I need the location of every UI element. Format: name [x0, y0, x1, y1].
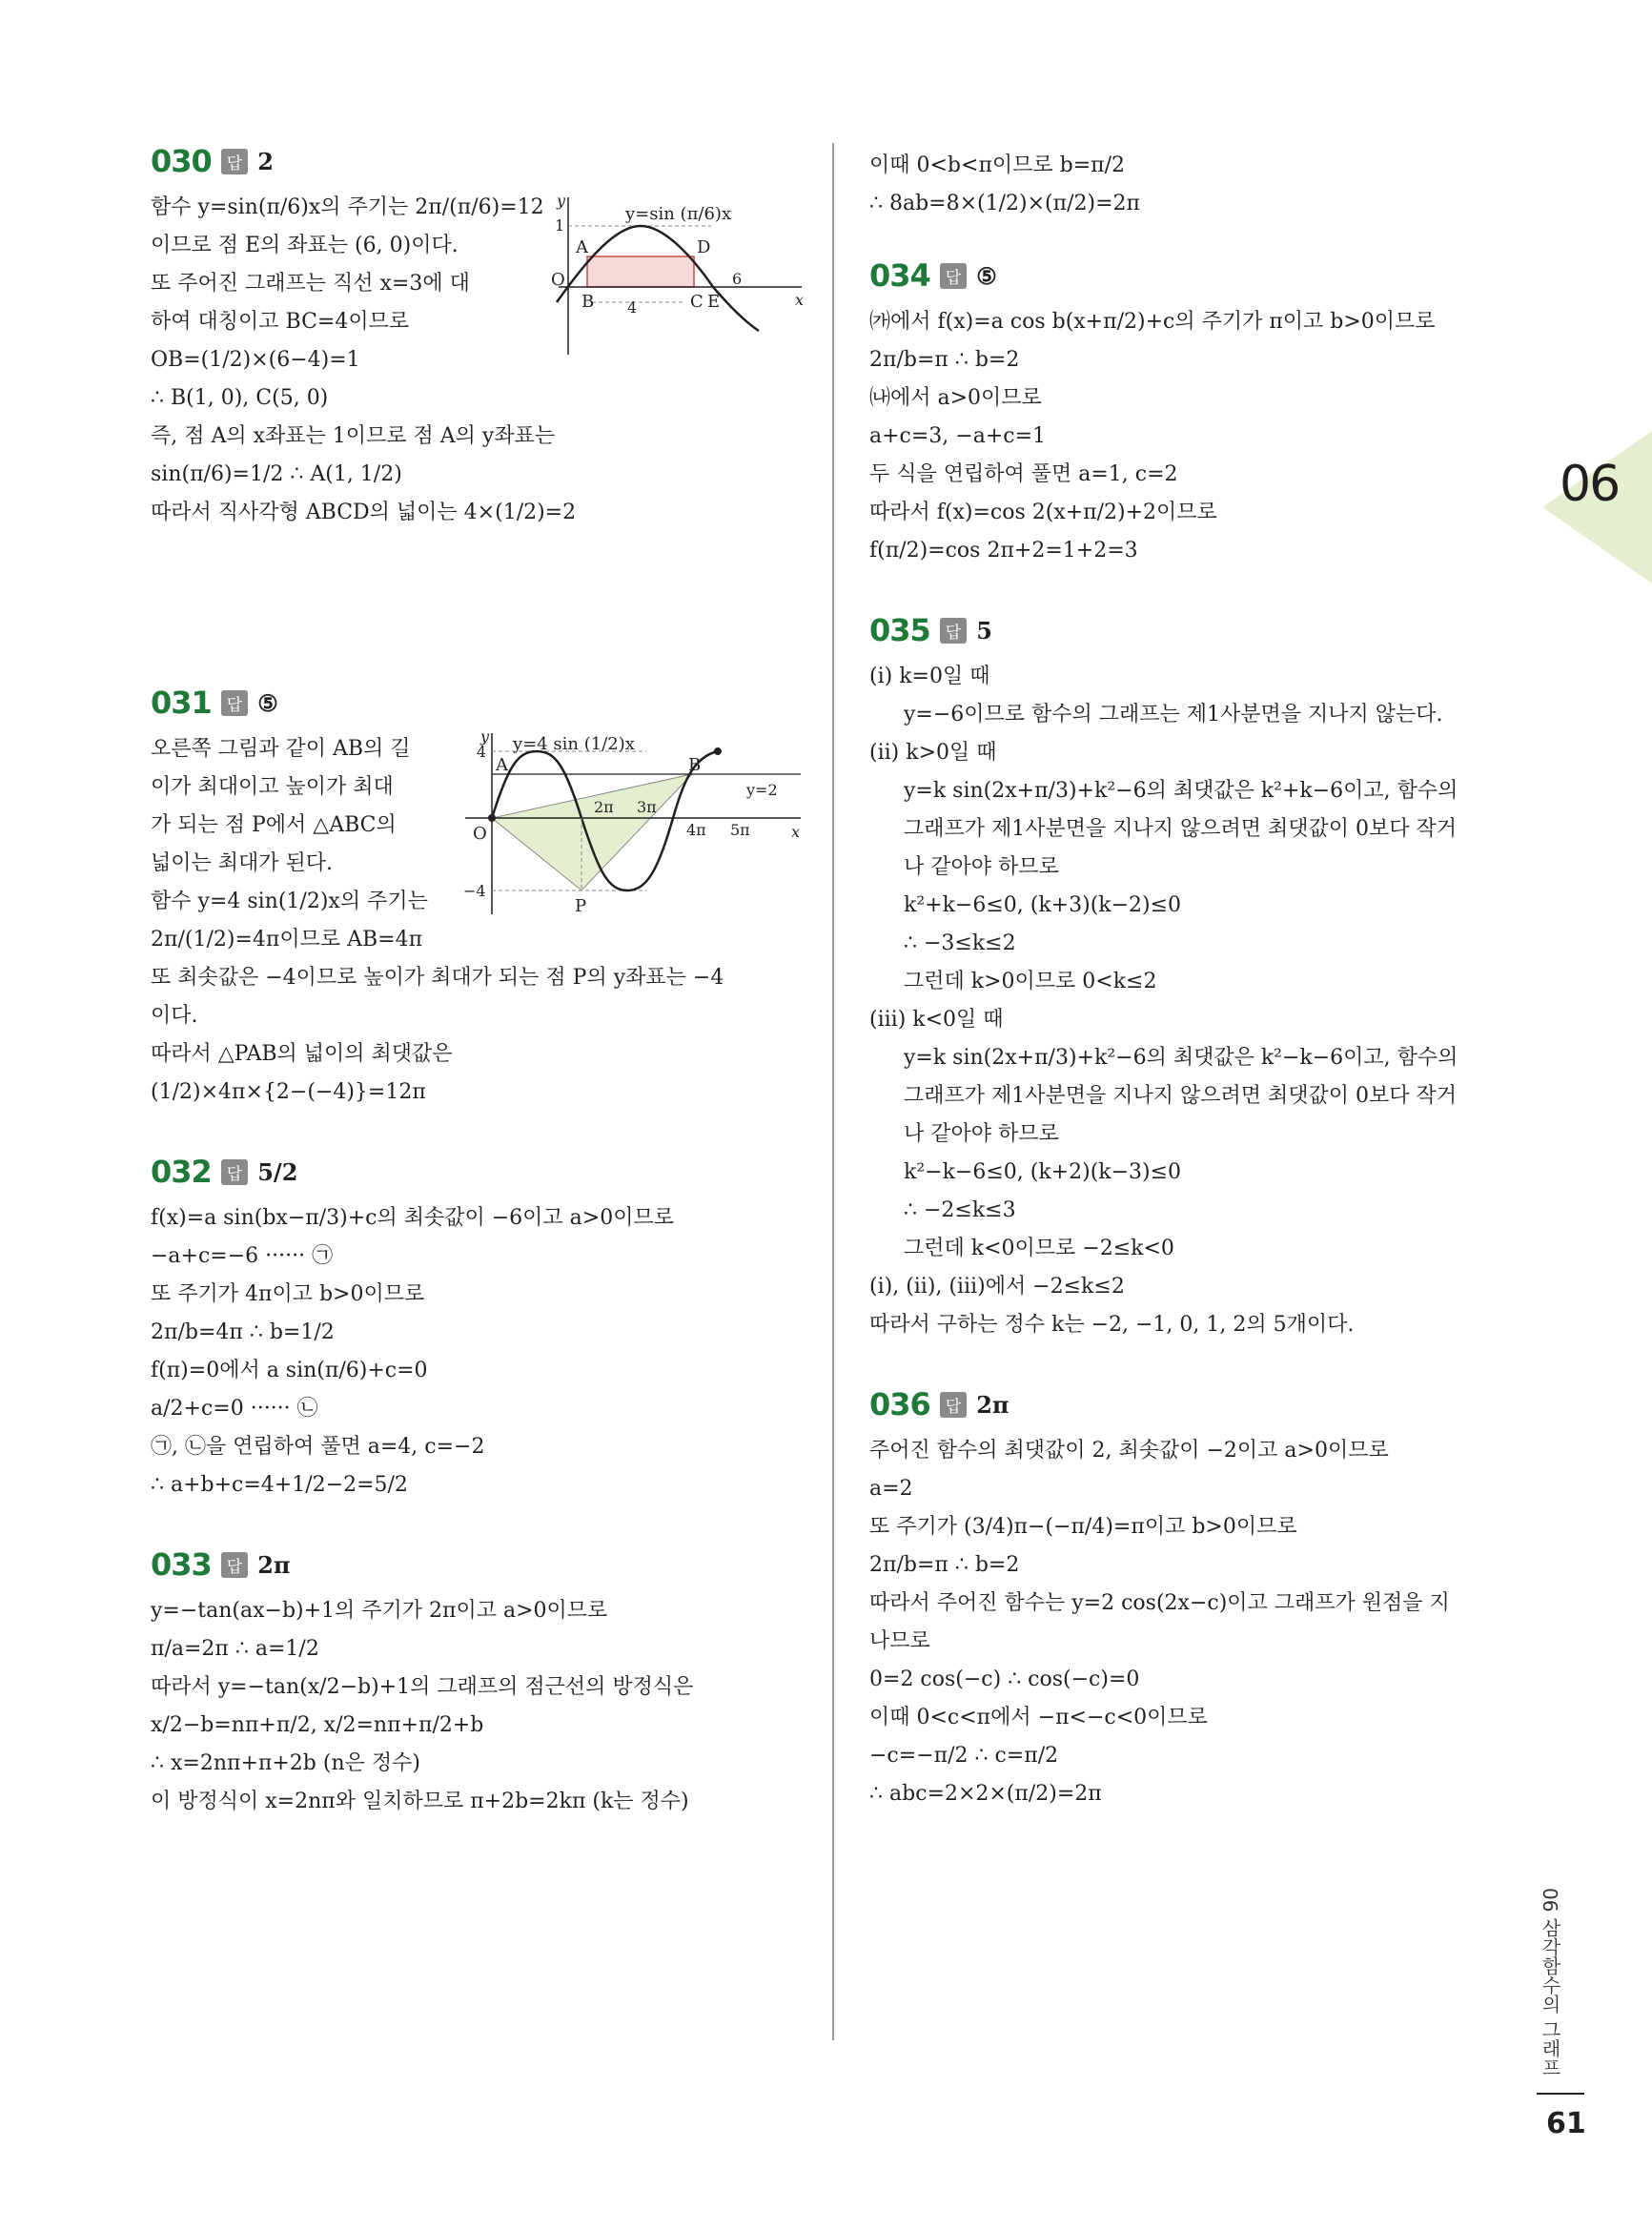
solution-line: 그런데 k<0이므로 −2≤k<0 [904, 1237, 1174, 1260]
solution-line: 이 방정식이 x=2nπ와 일치하므로 π+2b=2kπ (k는 정수) [151, 1790, 689, 1813]
tick-4: 4 [477, 743, 487, 761]
origin-label: O [551, 270, 565, 290]
column-divider [832, 143, 834, 2040]
page-number-rule [1537, 2093, 1584, 2095]
solution-line: 나 같아야 하므로 [904, 855, 1059, 879]
solution-line: ㉠, ㉡을 연립하여 풀면 a=4, c=−2 [151, 1435, 485, 1459]
figure-equation: y=4 sin (1/2)x [513, 734, 635, 754]
tick-minus-4: −4 [463, 882, 486, 900]
solution-line: 또 주기가 4π이고 b>0이므로 [151, 1282, 425, 1306]
problem-030 [151, 143, 808, 639]
solution-line: 또 주어진 그래프는 직선 x=3에 대 [151, 272, 470, 296]
case-heading: (ⅱ) k>0일 때 [869, 741, 997, 765]
solution-line: f(π/2)=cos 2π+2=1+2=3 [869, 539, 1138, 563]
answer-value: 5 [976, 616, 992, 644]
solution-line: 0=2 cos(−c) ∴ cos(−c)=0 [869, 1667, 1140, 1691]
right-column [869, 143, 1527, 1855]
solution-line: 그래프가 제1사분면을 지나지 않으려면 최댓값이 0보다 작거 [904, 817, 1458, 841]
figure-030 [549, 193, 808, 363]
answer-tag: 답 [221, 149, 248, 174]
figure-031 [456, 728, 808, 923]
tick-5pi: 5π [730, 821, 750, 839]
point-c: C [690, 292, 704, 312]
solution-line: ∴ abc=2×2×(π/2)=2π [869, 1782, 1102, 1806]
problem-number: 033 [151, 1546, 212, 1583]
solution-line: 따라서 f(x)=cos 2(x+π/2)+2이므로 [869, 501, 1217, 524]
solution-line: 즉, 점 A의 x좌표는 1이므로 점 A의 y좌표는 [151, 424, 556, 448]
solution-line: 오른쪽 그림과 같이 AB의 길 [151, 737, 411, 761]
solution-line: sin(π/6)=1/2 ∴ A(1, 1/2) [151, 462, 402, 486]
solution-line: y=k sin(2x+π/3)+k²−6의 최댓값은 k²+k−6이고, 함수의 [904, 779, 1458, 803]
solution-line: −c=−π/2 ∴ c=π/2 [869, 1744, 1059, 1768]
point-d: D [697, 237, 711, 257]
answer-value: 2π [257, 1550, 291, 1579]
solution-line: k²+k−6≤0, (k+3)(k−2)≤0 [904, 893, 1182, 917]
y-axis-label: y [480, 728, 490, 746]
width-label: 4 [627, 298, 638, 317]
answer-value: ⑤ [257, 688, 278, 717]
answer-value: ⑤ [976, 261, 997, 290]
problem-032 [151, 1154, 808, 1501]
figure-equation: y=sin (π/6)x [625, 204, 732, 224]
point-b: B [581, 292, 595, 312]
solution-line: 또 최솟값은 −4이므로 높이가 최대가 되는 점 P의 y좌표는 −4 [151, 966, 724, 990]
solution-line: 이때 0<b<π이므로 b=π/2 [869, 153, 1126, 177]
solution-line: k²−k−6≤0, (k+2)(k−3)≤0 [904, 1160, 1182, 1184]
problem-number: 030 [151, 143, 212, 179]
solution-line: 그래프가 제1사분면을 지나지 않으려면 최댓값이 0보다 작거 [904, 1084, 1458, 1108]
answer-tag: 답 [940, 618, 967, 644]
point-b: B [688, 755, 702, 775]
answer-value: 2 [257, 147, 274, 175]
solution-line: (1/2)×4π×{2−(−4)}=12π [151, 1080, 426, 1104]
solution-line: −a+c=−6 ······ ㉠ [151, 1244, 334, 1268]
answer-tag: 답 [221, 1552, 248, 1578]
solution-line: ㈏에서 a>0이므로 [869, 386, 1042, 410]
problem-number: 035 [869, 612, 930, 648]
solution-line: 나 같아야 하므로 [904, 1122, 1059, 1146]
chapter-tab-number: 06 [1560, 456, 1620, 513]
solution-line: ∴ B(1, 0), C(5, 0) [151, 386, 329, 410]
solution-line: a=2 [869, 1477, 913, 1501]
solution-line: 이때 0<c<π에서 −π<−c<0이므로 [869, 1706, 1208, 1729]
solution-line: x/2−b=nπ+π/2, x/2=nπ+π/2+b [151, 1713, 484, 1737]
solution-line: (ⅰ), (ⅱ), (ⅲ)에서 −2≤k≤2 [869, 1275, 1125, 1299]
solution-line: 두 식을 연립하여 풀면 a=1, c=2 [869, 462, 1178, 486]
solution-line: 함수 y=4 sin(1/2)x의 주기는 [151, 890, 428, 913]
solution-line: 하여 대칭이고 BC=4이므로 [151, 310, 410, 334]
answer-tag: 답 [940, 1392, 967, 1418]
solution-line: ∴ x=2nπ+π+2b (n은 정수) [151, 1751, 420, 1775]
rectangle-abcd [587, 256, 694, 287]
point-o-dot [488, 814, 496, 822]
solution-line: 2π/b=π ∴ b=2 [869, 1553, 1020, 1577]
solution-line: OB=(1/2)×(6−4)=1 [151, 348, 360, 372]
y-axis-label: y [557, 193, 566, 210]
solution-line: 이가 최대이고 높이가 최대 [151, 775, 394, 799]
answer-tag: 답 [221, 1159, 248, 1185]
x-axis-label: x [791, 823, 801, 841]
solution-line: 2π/b=4π ∴ b=1/2 [151, 1320, 335, 1344]
problem-number: 032 [151, 1154, 212, 1190]
solution-line: 주어진 함수의 최댓값이 2, 최솟값이 −2이고 a>0이므로 [869, 1439, 1389, 1463]
point-a: A [496, 755, 508, 775]
solution-line: 따라서 주어진 함수는 y=2 cos(2x−c)이고 그래프가 원점을 지 [869, 1591, 1450, 1615]
problem-number: 034 [869, 257, 930, 294]
page-number: 61 [1546, 2107, 1586, 2140]
solution-line: ㈎에서 f(x)=a cos b(x+π/2)+c의 주기가 π이고 b>0이므로 [869, 310, 1436, 334]
case-heading: (ⅰ) k=0일 때 [869, 665, 990, 688]
point-e: E [707, 292, 721, 312]
solution-line: 2π/(1/2)=4π이므로 AB=4π [151, 928, 423, 951]
tick-1: 1 [555, 216, 565, 235]
solution-line: f(x)=a sin(bx−π/3)+c의 최솟값이 −6이고 a>0이므로 [151, 1206, 674, 1230]
solution-line: 가 되는 점 P에서 △ABC의 [151, 813, 397, 837]
problem-034 [869, 257, 1527, 566]
solution-line: f(π)=0에서 a sin(π/6)+c=0 [151, 1359, 428, 1382]
solution-line: y=−6이므로 함수의 그래프는 제1사분면을 지나지 않는다. [904, 703, 1443, 726]
solution-line: ∴ −3≤k≤2 [904, 931, 1016, 955]
problem-number: 036 [869, 1386, 930, 1422]
answer-tag: 답 [940, 263, 967, 289]
tick-2pi: 2π [594, 798, 614, 816]
left-column [151, 143, 808, 1863]
solution-line: 따라서 구하는 정수 k는 −2, −1, 0, 1, 2의 5개이다. [869, 1313, 1355, 1337]
point-p: P [575, 896, 587, 916]
solution-line: 넓이는 최대가 된다. [151, 851, 333, 875]
running-head: 06 삼각함수의 그래프 [1539, 1888, 1561, 2077]
problem-number: 031 [151, 685, 212, 721]
solution-line: ∴ a+b+c=4+1/2−2=5/2 [151, 1473, 408, 1497]
solution-line: ∴ 8ab=8×(1/2)×(π/2)=2π [869, 192, 1140, 215]
tick-4pi: 4π [686, 821, 706, 839]
endpoint-dot [714, 747, 722, 755]
problem-036 [869, 1386, 1527, 1810]
solution-line: 따라서 y=−tan(x/2−b)+1의 그래프의 점근선의 방정식은 [151, 1675, 694, 1699]
x-axis-label: x [795, 291, 805, 309]
solution-line: a+c=3, −a+c=1 [869, 424, 1047, 448]
solution-line: 따라서 △PAB의 넓이의 최댓값은 [151, 1042, 453, 1066]
solution-line: 따라서 직사각형 ABCD의 넓이는 4×(1/2)=2 [151, 501, 577, 524]
triangle-pab [492, 774, 692, 890]
solution-line: y=k sin(2x+π/3)+k²−6의 최댓값은 k²−k−6이고, 함수의 [904, 1046, 1458, 1070]
line-y2-label: y=2 [746, 781, 778, 799]
solution-line: 나므로 [869, 1629, 930, 1653]
problem-033-continued [869, 151, 1527, 219]
tick-6: 6 [732, 270, 743, 288]
solution-line: 이므로 점 E의 좌표는 (6, 0)이다. [151, 234, 459, 257]
case-heading: (ⅲ) k<0일 때 [869, 1008, 1004, 1032]
solution-line: 그런데 k>0이므로 0<k≤2 [904, 970, 1157, 993]
solution-line: 2π/b=π ∴ b=2 [869, 348, 1020, 372]
problem-033 [151, 1546, 808, 1817]
solution-line: 함수 y=sin(π/6)x의 주기는 2π/(π/6)=12 [151, 195, 544, 219]
answer-value: 2π [976, 1390, 1010, 1419]
answer-tag: 답 [221, 690, 248, 716]
solution-line: 이다. [151, 1004, 198, 1028]
point-a: A [576, 237, 588, 257]
problem-035 [869, 612, 1527, 1340]
solution-line: a/2+c=0 ······ ㉡ [151, 1397, 318, 1421]
origin-label: O [473, 824, 487, 844]
solution-line: 또 주기가 (3/4)π−(−π/4)=π이고 b>0이므로 [869, 1515, 1297, 1539]
solution-line: y=−tan(ax−b)+1의 주기가 2π이고 a>0이므로 [151, 1599, 608, 1623]
solution-line: π/a=2π ∴ a=1/2 [151, 1637, 319, 1661]
problem-031 [151, 685, 808, 1108]
tick-3pi: 3π [637, 798, 657, 816]
solution-line: ∴ −2≤k≤3 [904, 1198, 1016, 1222]
answer-value: 5/2 [257, 1157, 298, 1186]
